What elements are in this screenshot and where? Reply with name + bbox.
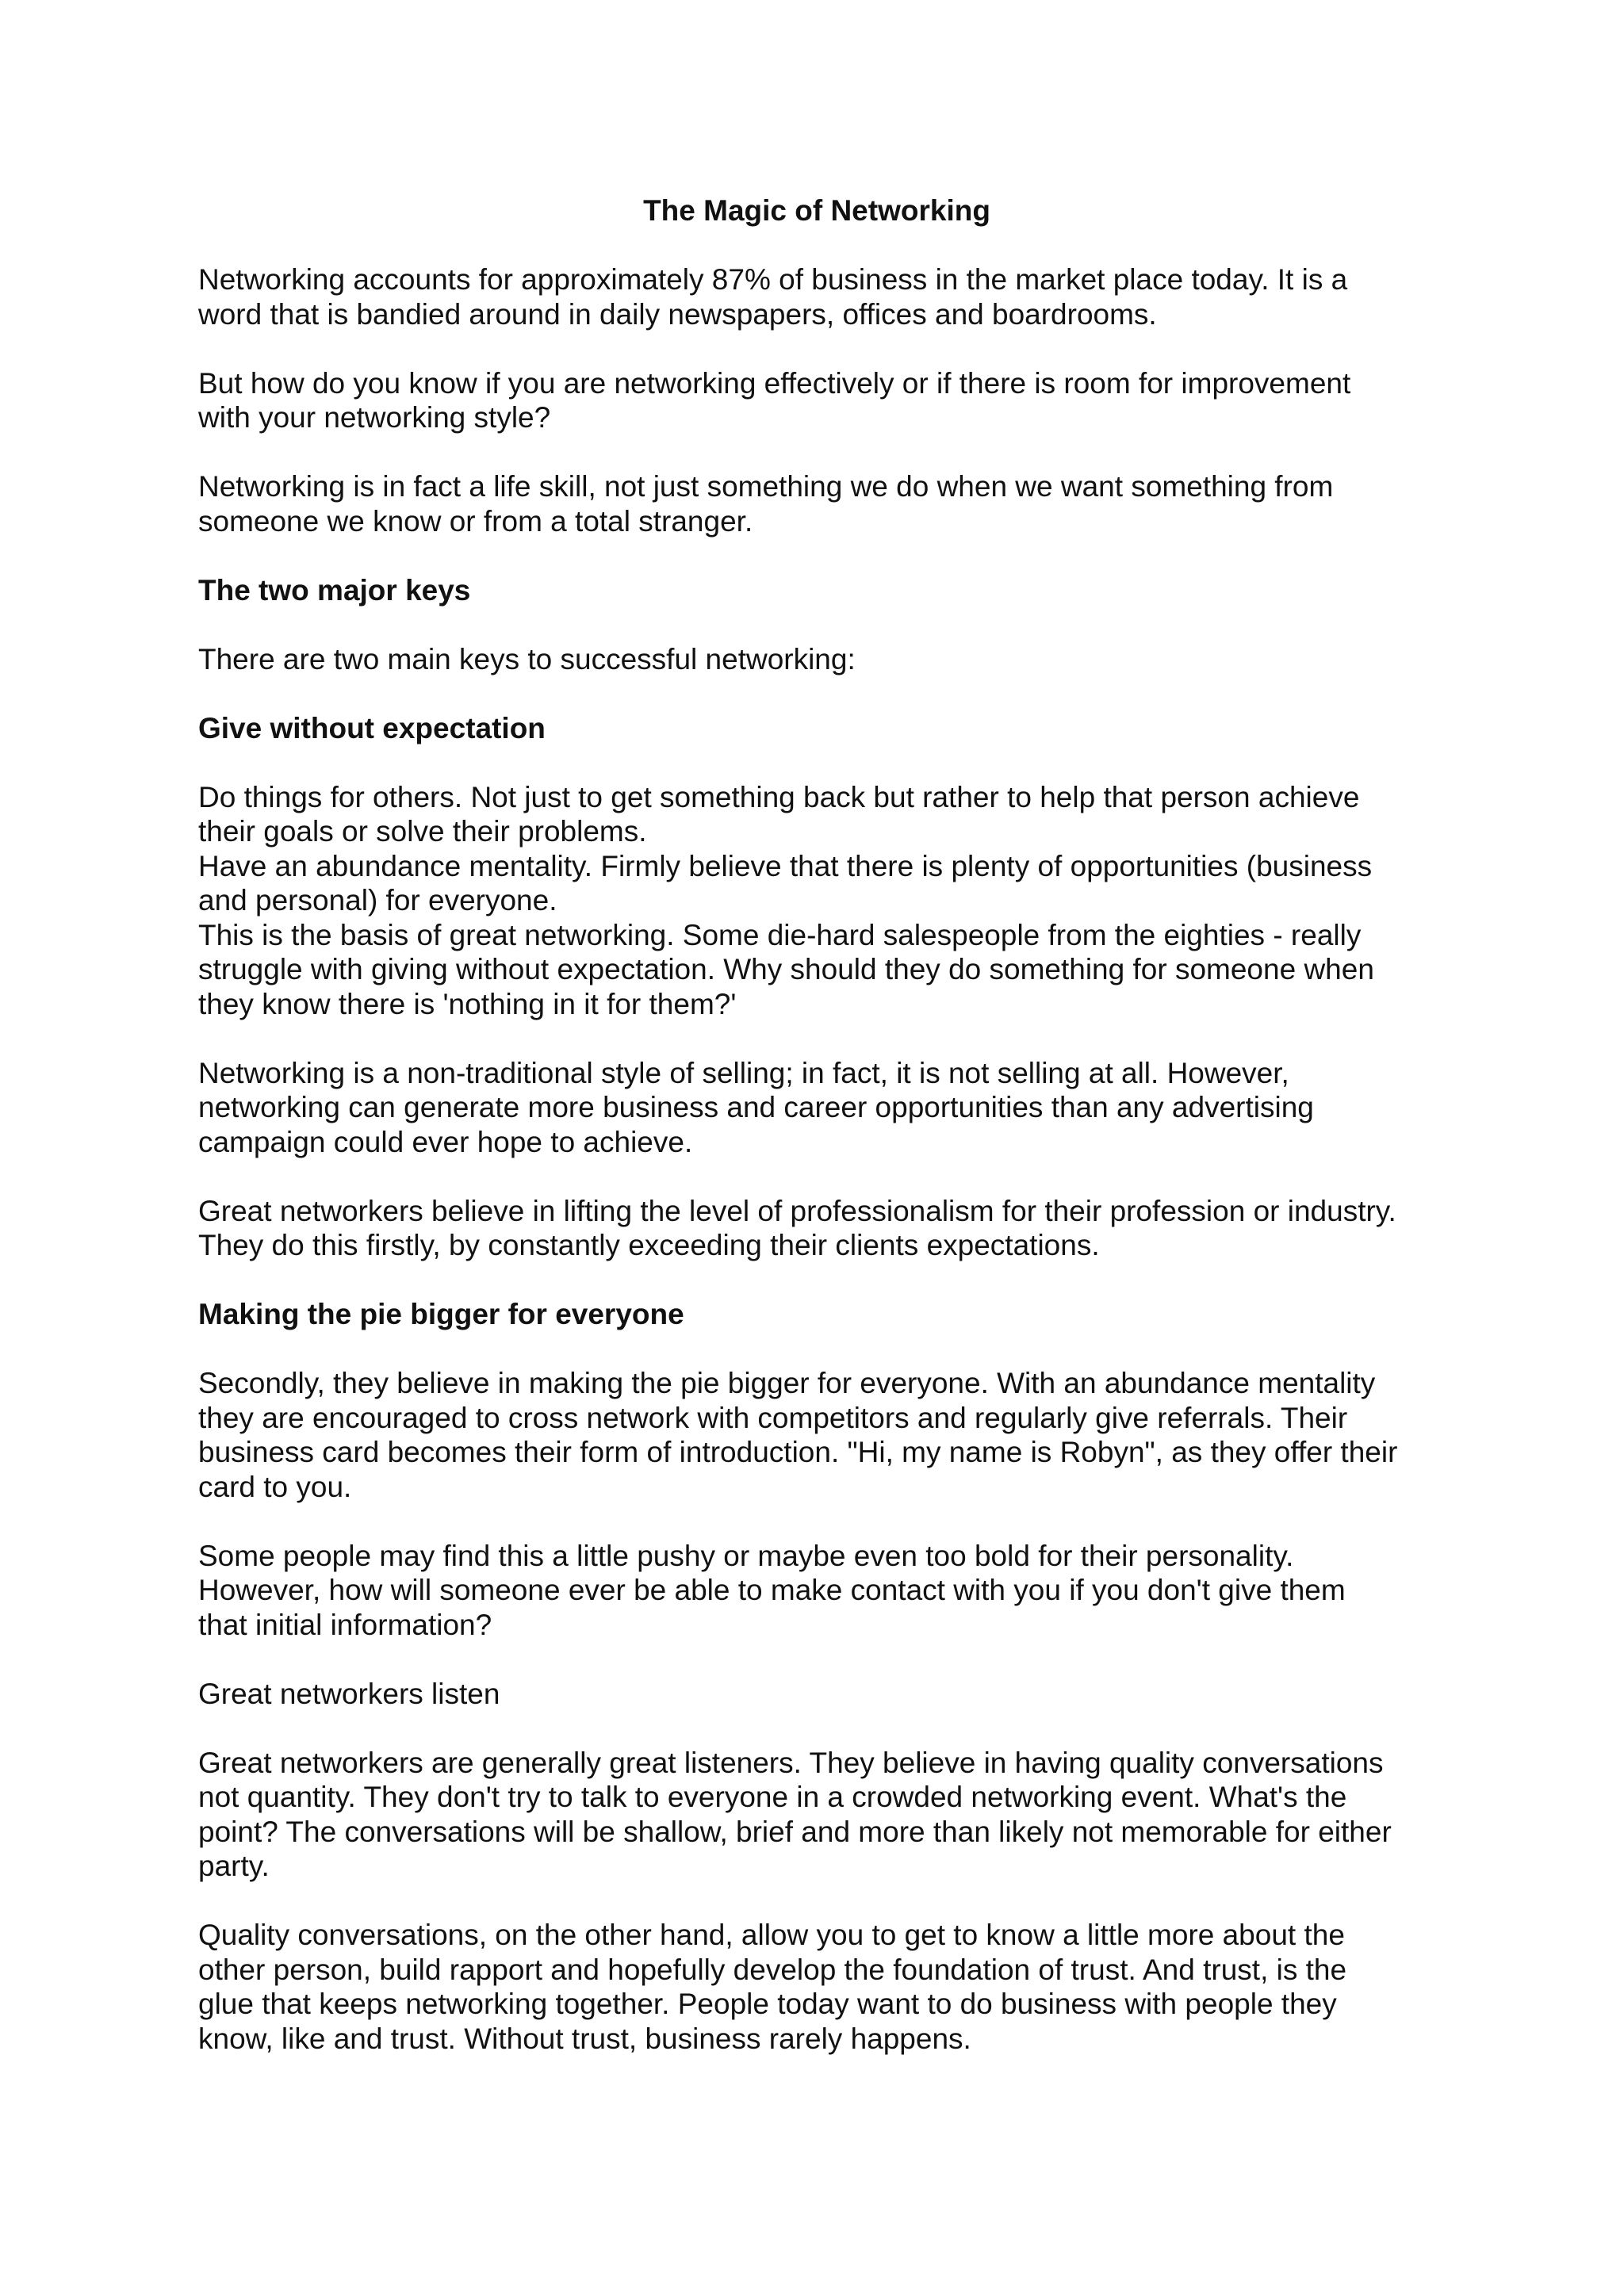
paragraph-line: This is the basis of great networking. Some die-hard salespeople from the eighties - really xyxy=(198,918,1362,951)
paragraph-3 xyxy=(198,469,1451,538)
paragraph-line: Networking accounts for approximately 87% of business in the market place today. It is a xyxy=(198,263,1348,296)
section-heading-two-major-keys: The two major keys xyxy=(198,573,471,607)
paragraph-line: Networking is a non-traditional style of selling; in fact, it is not selling at all. However, xyxy=(198,1056,1289,1089)
paragraph-line: struggle with giving without expectation. Why should they do something for someone when xyxy=(198,953,1374,985)
paragraph-1 xyxy=(198,262,1451,331)
paragraph-9 xyxy=(198,1539,1451,1643)
paragraph-line: and personal) for everyone. xyxy=(198,884,557,916)
paragraph-7 xyxy=(198,1194,1451,1263)
paragraph-line: not quantity. They don't try to talk to everyone in a crowded networking event. What's the xyxy=(198,1781,1347,1813)
paragraph-line: Networking is in fact a life skill, not just something we do when we want something from xyxy=(198,470,1334,503)
paragraph-line: with your networking style? xyxy=(198,401,551,434)
paragraph-line: campaign could ever hope to achieve. xyxy=(198,1125,693,1158)
paragraph-line: word that is bandied around in daily newspapers, offices and boardrooms. xyxy=(198,297,1157,331)
paragraph-line: other person, build rapport and hopefully develop the foundation of trust. And trust, is the xyxy=(198,1953,1347,1986)
paragraph-line: Do things for others. Not just to get something back but rather to help that person achieve xyxy=(198,780,1360,813)
section-heading-give-without-expectation: Give without expectation xyxy=(198,711,546,744)
paragraph-line: party. xyxy=(198,1850,270,1882)
paragraph-line: There are two main keys to successful networking: xyxy=(198,642,856,675)
paragraph-line: glue that keeps networking together. People today want to do business with people they xyxy=(198,1988,1337,2020)
paragraph-10 xyxy=(198,1746,1451,1884)
paragraph-line: Some people may find this a little pushy or maybe even too bold for their personality. xyxy=(198,1539,1294,1572)
paragraph-line: business card becomes their form of introduction. "Hi, my name is Robyn", as they offer their xyxy=(198,1436,1398,1468)
paragraph-line: They do this firstly, by constantly exceeding their clients expectations. xyxy=(198,1229,1100,1261)
paragraph-line: But how do you know if you are networking effectively or if there is room for improvement xyxy=(198,366,1351,400)
paragraph-line: Quality conversations, on the other hand, allow you to get to know a little more about the xyxy=(198,1919,1345,1951)
paragraph-8 xyxy=(198,1366,1451,1504)
paragraph-line: However, how will someone ever be able to make contact with you if you don't give them xyxy=(198,1574,1346,1606)
paragraph-line: Secondly, they believe in making the pie bigger for everyone. With an abundance mentality xyxy=(198,1367,1376,1399)
paragraph-line: Great networkers are generally great listeners. They believe in having quality conversations xyxy=(198,1746,1384,1779)
paragraph-5 xyxy=(198,780,1451,1022)
document-page xyxy=(198,193,1451,2091)
section-heading-great-networkers-listen: Great networkers listen xyxy=(198,1677,500,1710)
paragraph-line: they are encouraged to cross network with competitors and regularly give referrals. Their xyxy=(198,1401,1348,1434)
paragraph-6 xyxy=(198,1056,1451,1160)
paragraph-line: point? The conversations will be shallow, brief and more than likely not memorable for either xyxy=(198,1815,1392,1848)
paragraph-line: they know there is 'nothing in it for them?' xyxy=(198,987,737,1020)
paragraph-line: card to you. xyxy=(198,1470,352,1503)
paragraph-line: Have an abundance mentality. Firmly believe that there is plenty of opportunities (business xyxy=(198,849,1373,882)
paragraph-line: their goals or solve their problems. xyxy=(198,815,647,848)
paragraph-4 xyxy=(198,642,1451,677)
paragraph-11 xyxy=(198,1918,1451,2056)
document-title: The Magic of Networking xyxy=(643,194,990,227)
paragraph-line: someone we know or from a total stranger. xyxy=(198,504,753,538)
paragraph-line: that initial information? xyxy=(198,1608,492,1641)
paragraph-2 xyxy=(198,366,1451,435)
paragraph-line: networking can generate more business and career opportunities than any advertising xyxy=(198,1091,1314,1123)
paragraph-line: Great networkers believe in lifting the level of professionalism for their profession or industry. xyxy=(198,1194,1396,1227)
section-heading-making-pie-bigger: Making the pie bigger for everyone xyxy=(198,1298,684,1330)
paragraph-line: know, like and trust. Without trust, business rarely happens. xyxy=(198,2022,971,2055)
